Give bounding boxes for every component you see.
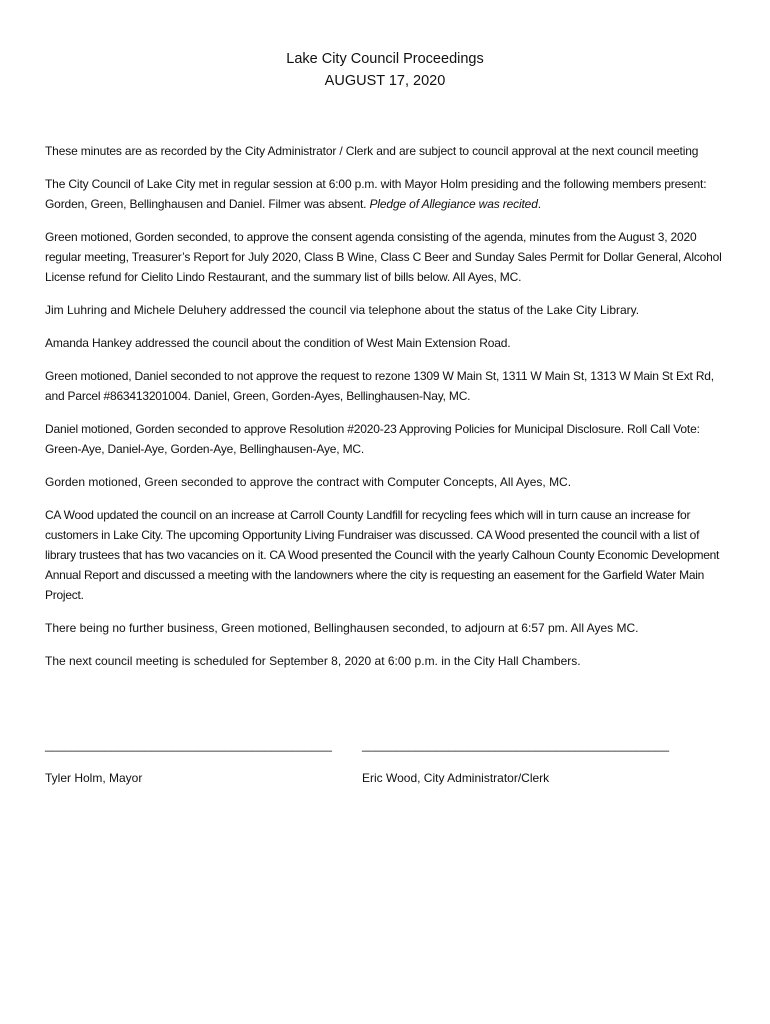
paragraph-road: Amanda Hankey addressed the council about the condition of West Main Extension Road. bbox=[45, 336, 511, 350]
paragraph-library: Jim Luhring and Michele Deluhery addressed the council via telephone about the status of the Lake City Library. bbox=[45, 303, 640, 317]
paragraph-contract: Gorden motioned, Green seconded to approve the contract with Computer Concepts, All Ayes, MC. bbox=[45, 475, 572, 489]
minutes-body bbox=[45, 141, 725, 684]
pledge-text: Pledge of Allegiance was recited bbox=[369, 197, 538, 211]
paragraph-next-meeting: The next council meeting is scheduled for September 8, 2020 at 6:00 p.m. in the City Hall Chambers. bbox=[45, 654, 581, 668]
session-end: . bbox=[537, 197, 541, 211]
paragraph-adjourn: There being no further business, Green motioned, Bellinghausen seconded, to adjourn at 6:57 pm. All Ayes MC. bbox=[45, 621, 639, 635]
session-text: The City Council of Lake City met in regular session at 6:00 p.m. with Mayor Holm presiding and the following members present: Gorden, Green, Bellinghausen and Daniel. Filmer was absent. bbox=[45, 177, 707, 211]
signature-line-mayor: ___________________________________________ bbox=[45, 738, 332, 752]
paragraph-consent-agenda: Green motioned, Gorden seconded, to approve the consent agenda consisting of the agenda, minutes from the August 3, 2020 regular meeting, Treasurer’s Report for July 2020, Class B Wine, Class C Beer and Sunday Sales Permit for Dollar General, Alcohol License refund for Cielito Lindo Restaurant, and the summary list of bills below. All Ayes, MC. bbox=[45, 230, 722, 284]
signature-name-clerk: Eric Wood, City Administrator/Clerk bbox=[362, 771, 550, 785]
signature-line-clerk: ______________________________________________ bbox=[362, 738, 669, 752]
paragraph-session bbox=[45, 174, 725, 214]
paragraph-resolution: Daniel motioned, Gorden seconded to approve Resolution #2020-23 Approving Policies for Municipal Disclosure. Roll Call Vote: Green-Aye, Daniel-Aye, Gorden-Aye, Bellinghausen-Aye, MC. bbox=[45, 422, 700, 456]
paragraph-rezone: Green motioned, Daniel seconded to not approve the request to rezone 1309 W Main St, 1311 W Main St, 1313 W Main St Ext Rd, and Parcel #863413201004. Daniel, Green, Gorden-Ayes, Bellinghausen-Nay, MC. bbox=[45, 369, 714, 403]
document-date: AUGUST 17, 2020 bbox=[324, 73, 446, 89]
paragraph-intro: These minutes are as recorded by the City Administrator / Clerk and are subject to council approval at the next council meeting bbox=[45, 144, 699, 158]
paragraph-ca-update: CA Wood updated the council on an increase at Carroll County Landfill for recycling fees which will in turn cause an increase for customers in Lake City. The upcoming Opportunity Living Fundraiser was discussed. CA Wood presented the council with a list of library trustees that has two vacancies on it. CA Wood presented the Council with the yearly Calhoun County Economic Development Annual Report and discussed a meeting with the landowners where the city is requesting an easement for the Garfield Water Main Project. bbox=[45, 508, 720, 602]
signature-name-mayor: Tyler Holm, Mayor bbox=[45, 771, 143, 785]
document-title: Lake City Council Proceedings bbox=[286, 51, 484, 67]
